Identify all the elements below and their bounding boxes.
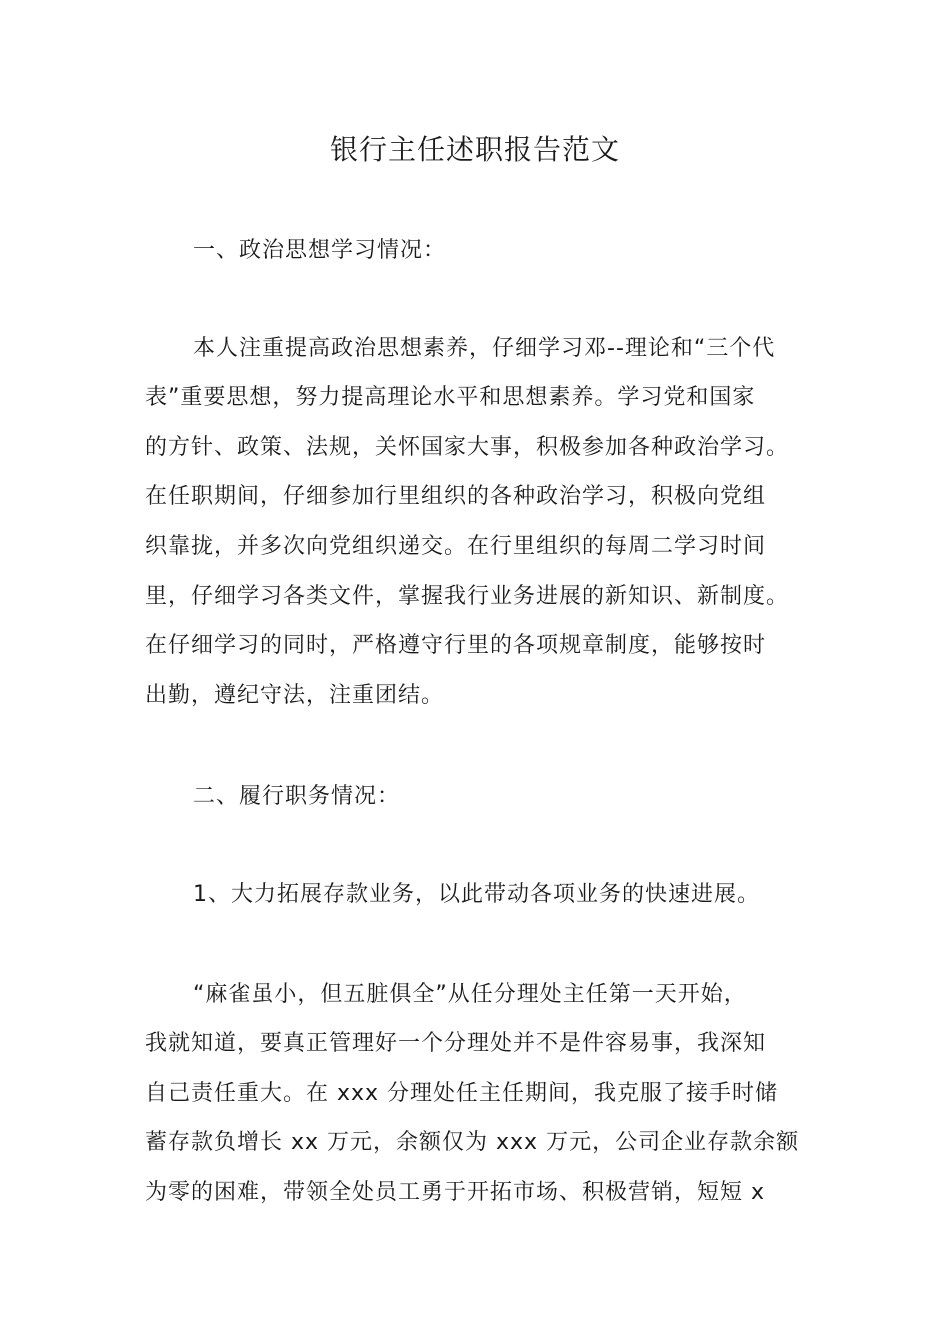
section1-paragraph-line: 表”重要思想，努力提高理论水平和思想素养。学习党和国家 (145, 385, 756, 410)
section2-paragraph-line: 为零的困难，带领全处员工勇于开拓市场、积极营销，短短 x (145, 1180, 766, 1205)
section2-paragraph-line: “麻雀虽小，但五脏俱全”从任分理处主任第一天开始， (193, 982, 747, 1007)
section1-paragraph-line: 的方针、政策、法规，关怀国家大事，积极参加各种政治学习。 (145, 435, 790, 460)
section2-heading: 二、履行职务情况： (193, 784, 401, 809)
section1-paragraph-line: 织靠拢，并多次向党组织递交。在行里组织的每周二学习时间 (145, 534, 767, 559)
section2-paragraph-line: 我就知道，要真正管理好一个分理处并不是件容易事，我深知 (145, 1031, 767, 1056)
section2-subheading: 1、大力拓展存款业务，以此带动各项业务的快速进展。 (193, 882, 760, 907)
section2-paragraph-line: 蓄存款负增长 xx 万元，余额仅为 xxx 万元，公司企业存款余额 (145, 1130, 800, 1155)
section1-paragraph-line: 里，仔细学习各类文件，掌握我行业务进展的新知识、新制度。 (145, 584, 790, 609)
section1-paragraph-line: 在任职期间，仔细参加行里组织的各种政治学习，积极向党组 (145, 484, 767, 509)
section1-paragraph-line: 在仔细学习的同时，严格遵守行里的各项规章制度，能够按时 (145, 633, 767, 658)
section2-paragraph-line: 自己责任重大。在 xxx 分理处任主任期间，我克服了接手时储 (145, 1081, 779, 1106)
section1-paragraph-line: 出勤，遵纪守法，注重团结。 (145, 683, 445, 708)
document-title: 银行主任述职报告范文 (329, 133, 620, 166)
section1-paragraph-line: 本人注重提高政治思想素养，仔细学习邓--理论和“三个代 (193, 336, 776, 361)
section1-heading: 一、政治思想学习情况： (193, 238, 447, 263)
